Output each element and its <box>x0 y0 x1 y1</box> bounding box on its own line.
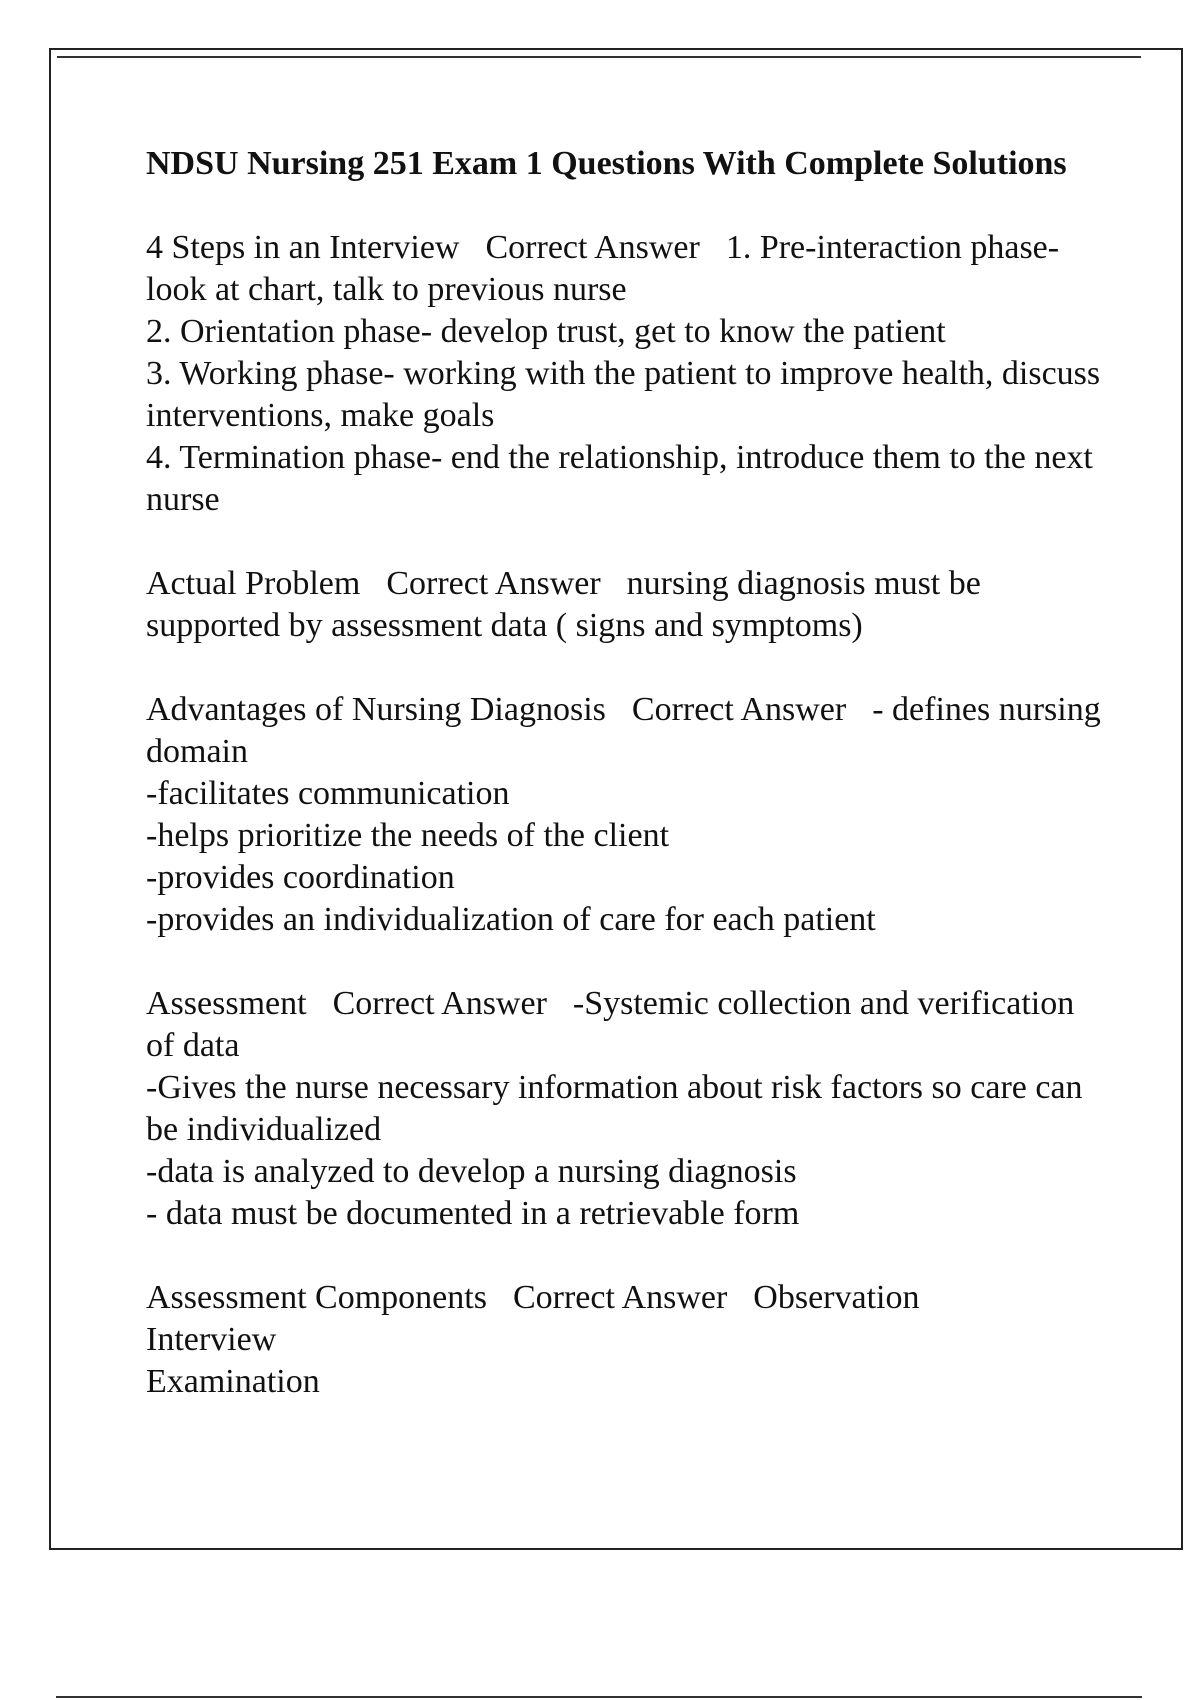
answer-line: Examination <box>146 1363 320 1400</box>
answer-line: 1. Pre-interaction phase- look at chart, talk to previous nurse <box>146 229 1060 308</box>
answer-line: -provides coordination <box>146 859 455 896</box>
qa-entry-assessment <box>146 983 1106 1235</box>
question: Advantages of Nursing Diagnosis <box>146 691 606 728</box>
answer-line: 3. Working phase- working with the patient to improve health, discuss interventions, make goals <box>146 355 1101 434</box>
answer-label: Correct Answer <box>386 565 601 602</box>
question: Assessment <box>146 985 307 1022</box>
answer-label: Correct Answer <box>485 229 700 266</box>
bottom-rule <box>56 1696 1142 1698</box>
answer-line: -Systemic collection and verification of data <box>146 985 1075 1064</box>
answer-label: Correct Answer <box>631 691 847 728</box>
document-content <box>146 143 1106 1445</box>
answer-line: 2. Orientation phase- develop trust, get to know the patient <box>146 313 946 350</box>
question: 4 Steps in an Interview <box>146 229 460 266</box>
answer-label: Correct Answer <box>332 985 547 1022</box>
top-rule <box>57 56 1141 58</box>
qa-entry-actual-problem <box>146 563 1106 647</box>
answer-line: nursing diagnosis must be supported by assessment data ( signs and symptoms) <box>146 565 981 644</box>
question: Assessment Components <box>146 1279 487 1316</box>
document-title: NDSU Nursing 251 Exam 1 Questions With Complete Solutions <box>146 145 1067 182</box>
answer-label: Correct Answer <box>512 1279 728 1316</box>
answer-line: Interview <box>146 1321 277 1358</box>
answer-line: -Gives the nurse necessary information about risk factors so care can be individualized <box>146 1069 1083 1148</box>
answer-line: - defines nursing domain <box>146 691 1101 770</box>
qa-entry-interview-steps <box>146 227 1106 521</box>
answer-line: -data is analyzed to develop a nursing diagnosis <box>146 1153 797 1190</box>
answer-line: 4. Termination phase- end the relationship, introduce them to the next nurse <box>146 439 1093 518</box>
question: Actual Problem <box>146 565 361 602</box>
answer-line: -provides an individualization of care for each patient <box>146 901 876 938</box>
answer-line: - data must be documented in a retrievable form <box>146 1195 800 1232</box>
answer-line: -facilitates communication <box>146 775 510 812</box>
answer-line: -helps prioritize the needs of the client <box>146 817 670 854</box>
qa-entry-advantages-nursing-diagnosis <box>146 689 1106 941</box>
answer-line: Observation <box>753 1279 920 1316</box>
qa-entry-assessment-components <box>146 1277 1106 1403</box>
